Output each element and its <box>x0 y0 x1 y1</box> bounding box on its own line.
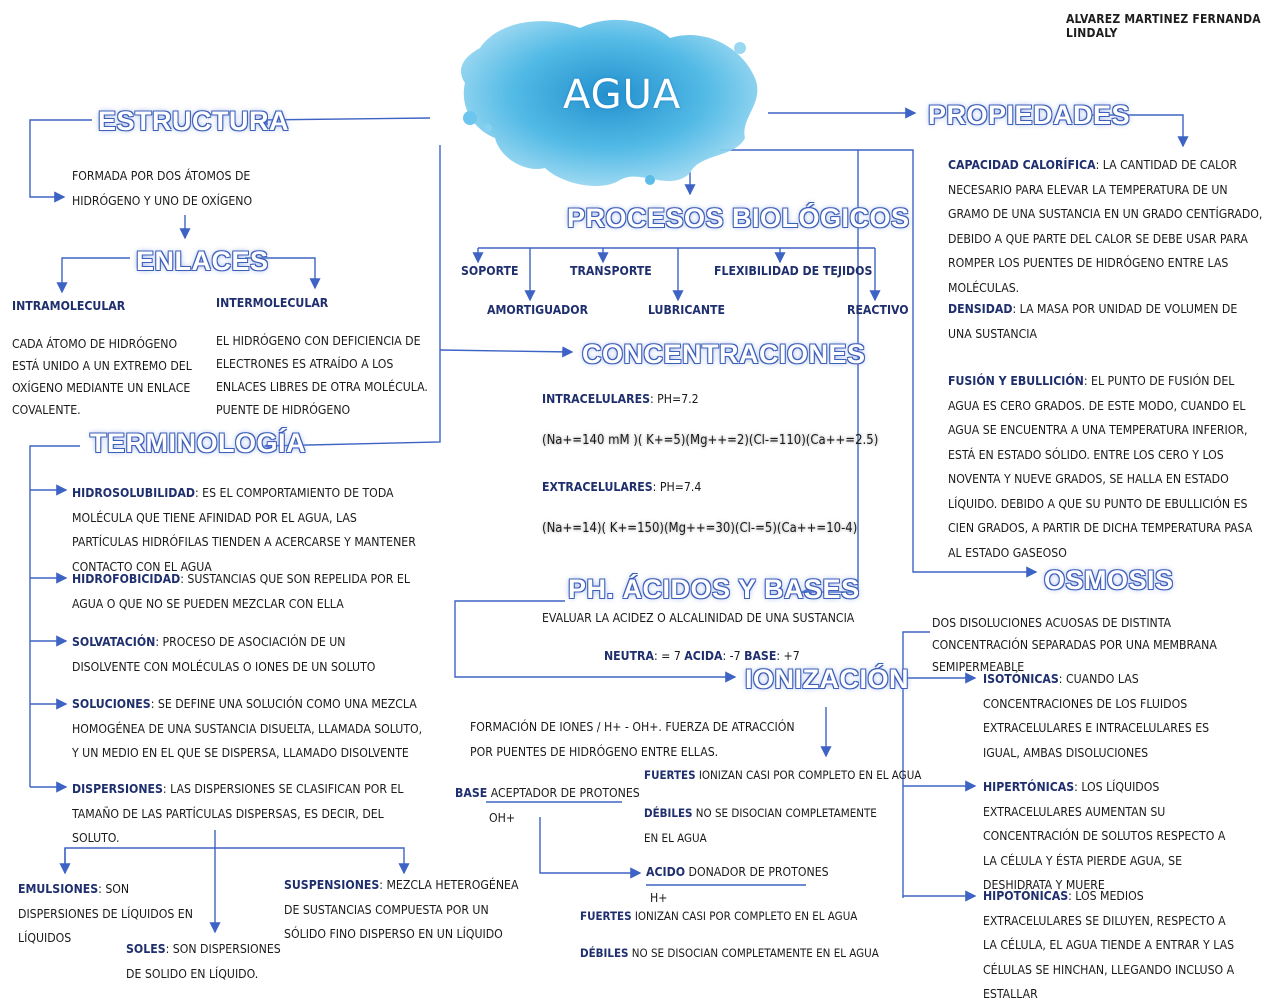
intracelulares-ph-value: : PH=7.2 <box>649 392 699 406</box>
prop-capacidad <box>948 153 1268 300</box>
extracelulares-ph-value: : PH=7.4 <box>652 480 702 494</box>
procesos-title: PROCESOS BIOLÓGICOS <box>567 203 910 233</box>
base-label: BASE <box>455 786 488 800</box>
prop-text: : LA MASA POR UNIDAD DE VOLUMEN DE UNA SUSTANCIA <box>948 302 1238 341</box>
intracelulares-values: (Na+=140 mM )( K+=5)(Mg++=2)(Cl-=110)(Ca++=2.5) <box>542 433 879 448</box>
debiles2-text: NO SE DISOCIAN COMPLETAMENTE EN EL AGUA <box>628 946 879 960</box>
debiles-label: DÉBILES <box>644 806 693 820</box>
term-label: HIDROFOBICIDAD <box>72 572 181 586</box>
propiedades-title: PROPIEDADES <box>928 100 1131 130</box>
intramolecular-label: INTRAMOLECULAR <box>12 299 126 313</box>
proceso-amortiguador: AMORTIGUADOR <box>487 303 589 317</box>
acido-ion: H+ <box>650 891 668 905</box>
suspensiones-item <box>284 873 524 947</box>
arrow-to-concentraciones <box>440 350 572 352</box>
prop-text: : EL PUNTO DE FUSIÓN DEL AGUA ES CERO GRADOS. DE ESTE MODO, CUANDO EL AGUA SE ENCUENTRA A UNA TEMPERATURA INFERIOR, ESTÁ EN ESTADO SÓLIDO. ENTRE LOS CERO Y LOS NOVENTA Y NUEVE GRADOS, SE HALLA EN ESTADO LÍQUIDO. DEBIDO A QUE SU PUNTO DE EBULLICIÓN ES CIEN GRADOS, A PARTIR DE DICHA TEMPERATURA PASA AL ESTADO GASEOSO <box>948 374 1253 560</box>
osmosis-text: DOS DISOLUCIONES ACUOSAS DE DISTINTA CONCENTRACIÓN SEPARADAS POR UNA MEMBRANA SEMIPERMEABLE <box>932 616 1217 674</box>
suspensiones-label: SUSPENSIONES <box>284 878 380 892</box>
acido-text: DONADOR DE PROTONES <box>685 865 829 879</box>
intermolecular-label: INTERMOLECULAR <box>216 296 329 310</box>
emulsiones-label: EMULSIONES <box>18 882 99 896</box>
term-text: : SE DEFINE UNA SOLUCIÓN COMO UNA MEZCLA HOMOGÉNEA DE UNA SUSTANCIA DISUELTA, LLAMADA SOLUTO, Y UN MEDIO EN EL QUE SE DISPERSA, LLAMADO DISOLVENTE <box>72 697 423 760</box>
osmosis-item-text: : LOS MEDIOS EXTRACELULARES SE DILUYEN, RESPECTO A LA CÉLULA, EL AGUA TIENDE A ENTRAR Y LAS CÉLULAS SE HINCHAN, LLEGANDO INCLUSO A ESTALLAR <box>983 889 1235 1001</box>
base-ion: OH+ <box>489 811 516 825</box>
fuertes2-label: FUERTES <box>580 909 632 923</box>
soles-label: SOLES <box>126 942 166 956</box>
arrow-to-intra <box>62 258 130 292</box>
dispersiones-split <box>65 848 404 873</box>
proceso-soporte: SOPORTE <box>461 264 519 278</box>
soles-text: : SON DISPERSIONES DE SOLIDO EN LÍQUIDO. <box>126 942 281 981</box>
proceso-flexibilidad: FLEXIBILIDAD DE TEJIDOS <box>714 264 873 278</box>
term-label: SOLVATACIÓN <box>72 635 156 649</box>
intracelulares-label: INTRACELULARES <box>542 392 650 406</box>
extracelulares-ph <box>542 475 701 500</box>
estructura-text: FORMADA POR DOS ÁTOMOS DE HIDRÓGENO Y UNO DE OXÍGENO <box>72 169 253 208</box>
acida-label: ACIDA <box>684 649 723 663</box>
term-text: : PROCESO DE ASOCIACIÓN DE UN DISOLVENTE CON MOLÉCULAS O IONES DE UN SOLUTO <box>72 635 376 674</box>
osmosis-item-text: : CUANDO LAS CONCENTRACIONES DE LOS FLUIDOS EXTRACELULARES E INTRACELULARES ES IGUAL, AMBAS DISOLUCIONES <box>983 672 1210 760</box>
osmosis-label: HIPOTÓNICAS <box>983 889 1069 903</box>
ionizacion-title: IONIZACIÓN <box>745 664 909 694</box>
base-scale-value: : +7 <box>776 649 800 663</box>
osmosis-label: HIPERTÓNICAS <box>983 780 1075 794</box>
base-debiles <box>644 801 884 850</box>
osmosis-isotonicas <box>983 667 1233 765</box>
ph-title: PH. ÁCIDOS Y BASES <box>568 574 860 604</box>
osmosis-hipotonicas <box>983 884 1238 1007</box>
acido-item <box>646 860 829 885</box>
term-label: DISPERSIONES <box>72 782 163 796</box>
proceso-transporte: TRANSPORTE <box>570 264 652 278</box>
term-hidrofobicidad <box>72 567 417 616</box>
terminologia-title: TERMINOLOGÍA <box>90 428 306 458</box>
term-soluciones <box>72 692 427 766</box>
fuertes-text: IONIZAN CASI POR COMPLETO EN EL AGUA <box>695 768 922 782</box>
extracelulares-values: (Na+=14)( K+=150)(Mg++=30)(Cl-=5)(Ca++=10-4) <box>542 521 858 536</box>
term-hidrosolubilidad <box>72 481 417 579</box>
acida-value: : -7 <box>722 649 745 663</box>
term-label: HIDROSOLUBILIDAD <box>72 486 195 500</box>
intracelulares-ph <box>542 387 699 412</box>
ph-text: EVALUAR LA ACIDEZ O ALCALINIDAD DE UNA SUSTANCIA <box>542 611 855 625</box>
term-text: : ES EL COMPORTAMIENTO DE TODA MOLÉCULA QUE TIENE AFINIDAD POR EL AGUA, LAS PARTÍCULAS HIDRÓFILAS TIENDEN A ACERCARSE Y MANTENER CONTACTO CON EL AGUA <box>72 486 416 574</box>
prop-label: FUSIÓN Y EBULLICIÓN <box>948 374 1084 388</box>
author-name: ALVAREZ MARTINEZ FERNANDA LINDALY <box>1066 12 1261 40</box>
center-title: AGUA <box>563 72 682 118</box>
osmosis-hipertonicas <box>983 775 1233 898</box>
base-scale-label: BASE <box>744 649 777 663</box>
intermolecular-text: EL HIDRÓGENO CON DEFICIENCIA DE ELECTRONES ES ATRAÍDO A LOS ENLACES LIBRES DE OTRA MOLÉCULA. PUENTE DE HIDRÓGENO <box>216 334 428 417</box>
base-fuertes <box>644 763 921 788</box>
fuertes2-text: IONIZAN CASI POR COMPLETO EN EL AGUA <box>631 909 858 923</box>
ionizacion-text: FORMACIÓN DE IONES / H+ - OH+. FUERZA DE ATRACCIÓN POR PUENTES DE HIDRÓGENO ENTRE ELLAS. <box>470 720 795 759</box>
extracelulares-label: EXTRACELULARES <box>542 480 653 494</box>
term-solvatacion <box>72 630 417 679</box>
prop-densidad <box>948 297 1248 346</box>
osmosis-item-text: : LOS LÍQUIDOS EXTRACELULARES AUMENTAN SU CONCENTRACIÓN DE SOLUTOS RESPECTO A LA CÉLULA Y ÉSTA PIERDE AGUA, SE DESHIDRATA Y MUERE <box>983 780 1226 892</box>
estructura-title: ESTRUCTURA <box>98 106 289 136</box>
suspensiones-text: : MEZCLA HETEROGÉNEA DE SUSTANCIAS COMPUESTA POR UN SÓLIDO FINO DISPERSO EN UN LÍQUIDO <box>284 878 519 941</box>
concentraciones-title: CONCENTRACIONES <box>582 339 866 369</box>
prop-fusion <box>948 369 1266 565</box>
soles-item <box>126 937 296 986</box>
osmosis-label: ISOTÓNICAS <box>983 672 1059 686</box>
fuertes-label: FUERTES <box>644 768 696 782</box>
proceso-reactivo: REACTIVO <box>847 303 909 317</box>
intramolecular-text: CADA ÁTOMO DE HIDRÓGENO ESTÁ UNIDO A UN EXTREMO DEL OXÍGENO MEDIANTE UN ENLACE COVALENTE. <box>12 337 192 417</box>
term-text: : SUSTANCIAS QUE SON REPELIDA POR EL AGUA O QUE NO SE PUEDEN MEZCLAR CON ELLA <box>72 572 410 611</box>
debiles-text: NO SE DISOCIAN COMPLETAMENTE EN EL AGUA <box>644 806 877 845</box>
acido-fuertes <box>580 904 857 929</box>
prop-text: : LA CANTIDAD DE CALOR NECESARIO PARA ELEVAR LA TEMPERATURA DE UN GRAMO DE UNA SUSTANCIA EN UN GRADO CENTÍGRADO, DEBIDO A QUE PARTE DEL CALOR SE DEBE USAR PARA ROMPER LOS PUENTES DE HIDRÓGENO ENTRE LAS MOLÉCULAS. <box>948 158 1263 295</box>
prop-label: CAPACIDAD CALORÍFICA <box>948 158 1096 172</box>
acido-label: ACIDO <box>646 865 686 879</box>
enlaces-title: ENLACES <box>136 246 269 276</box>
base-item <box>455 781 640 806</box>
debiles2-label: DÉBILES <box>580 946 629 960</box>
acido-debiles <box>580 941 879 966</box>
base-text: ACEPTADOR DE PROTONES <box>487 786 640 800</box>
proceso-lubricante: LUBRICANTE <box>648 303 726 317</box>
osmosis-title: OSMOSIS <box>1044 565 1174 595</box>
term-label: SOLUCIONES <box>72 697 151 711</box>
neutra-value: : = 7 <box>653 649 685 663</box>
term-text: : LAS DISPERSIONES SE CLASIFICAN POR EL TAMAÑO DE LAS PARTÍCULAS DISPERSAS, ES DECIR, DEL SOLUTO. <box>72 782 404 845</box>
neutra-label: NEUTRA <box>604 649 654 663</box>
term-dispersiones <box>72 777 432 851</box>
emulsiones-text: : SON DISPERSIONES DE LÍQUIDOS EN LÍQUIDOS <box>18 882 193 945</box>
prop-label: DENSIDAD <box>948 302 1013 316</box>
